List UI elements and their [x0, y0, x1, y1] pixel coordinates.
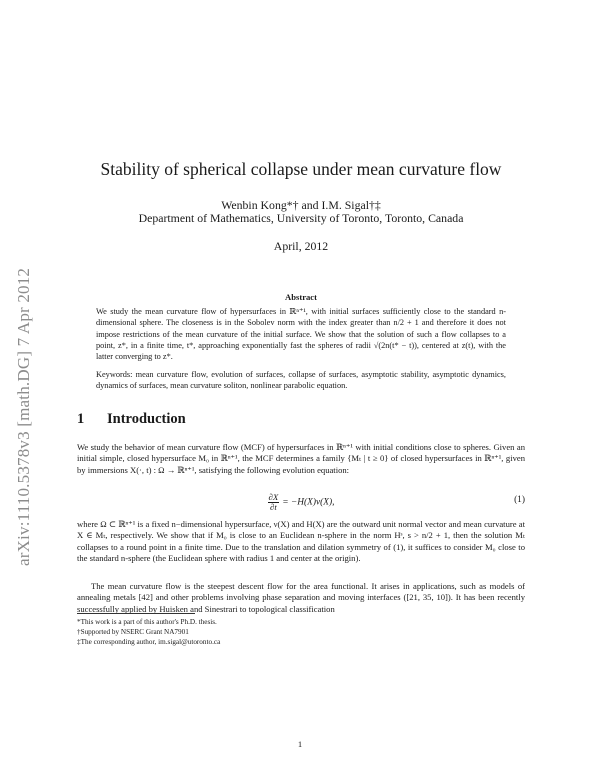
footnote-1: *This work is a part of this author's Ph.D. thesis.: [77, 618, 217, 626]
footnotes: [77, 617, 525, 647]
abstract-heading: Abstract: [285, 292, 317, 302]
equation-rhs: = −H(X)ν(X),: [282, 497, 335, 508]
equation-number: (1): [514, 495, 525, 505]
paper-title: Stability of spherical collapse under mean curvature flow: [100, 159, 502, 179]
intro-paragraph-1: We study the behavior of mean curvature flow (MCF) of hypersurfaces in ℝⁿ⁺¹ with initial conditions close to spheres. Given an initial simple, closed hypersurface M₀ in ℝⁿ⁺¹, the MCF determines a family {Mₜ | t ≥ 0} of closed hypersurfaces in ℝⁿ⁺¹, given by immersions X(·, t) : Ω → ℝⁿ⁺¹, satisfying the following evolution equation:: [77, 442, 525, 475]
section-title: Introduction: [107, 411, 186, 427]
footnote-3: ‡The corresponding author, im.sigal@utoronto.ca: [77, 638, 221, 646]
section-heading: [77, 410, 186, 428]
keywords: Keywords: mean curvature flow, evolution of surfaces, collapse of surfaces, asymptotic stability, asymptotic dynamics, dynamics of surfaces, mean curvature soliton, nonlinear parabolic equation.: [96, 370, 506, 391]
footnote-2: †Supported by NSERC Grant NA7901: [77, 628, 189, 636]
arxiv-identifier: arXiv:1110.5378v3 [math.DG] 7 Apr 2012: [14, 267, 33, 566]
paper-date: April, 2012: [273, 239, 329, 253]
paper-authors: Wenbin Kong*† and I.M. Sigal†‡: [221, 198, 381, 212]
equation-fraction: [268, 493, 280, 512]
footnote-divider: [77, 613, 195, 614]
equation-numerator: ∂X: [268, 492, 279, 502]
equation-1: [77, 490, 525, 512]
intro-paragraph-2: where Ω ⊂ ℝⁿ⁺¹ is a fixed n−dimensional hypersurface, ν(X) and H(X) are the outward unit normal vector and mean curvature at X ∈ Mₜ, respectively. We show that if M₀ is close to an Euclidean n-sphere in the norm Hˢ, s > n/2 + 1, then the solution Mₜ collapses to a round point in a finite time. Due to the translation and dilation symmetry of (1), it suffices to consider M₀ close to the standard n-sphere (the Euclidean sphere with radius 1 and center at the origin).: [77, 519, 525, 563]
intro-paragraph-3: The mean curvature flow is the steepest descent flow for the area functional. It arises in applications, such as models of annealing metals [42] and other problems involving phase separation and moving interfaces ([21, 35, 10]). It has been recently successfully applied by Huisken and Sinestrari to topological classification: [77, 581, 525, 614]
author-affiliation: Department of Mathematics, University of Toronto, Toronto, Canada: [138, 211, 464, 225]
page-number: 1: [297, 739, 303, 749]
section-number: 1: [77, 411, 85, 427]
abstract-text: We study the mean curvature flow of hypersurfaces in ℝⁿ⁺¹, with initial surfaces sufficiently close to the standard n-dimensional sphere. The closeness is in the Sobolev norm with the index greater than n/2 + 1 and therefore it does not impose restrictions of the mean curvature of the initial surface. We show that the solution of such a flow collapses to a point, z*, in a finite time, t*, approaching exponentially fast the spheres of radii √(2n(t* − t)), centered at z(t), with the latter converging to z*.: [96, 307, 506, 362]
equation-denominator: ∂t: [269, 502, 277, 512]
equation-body: [77, 493, 525, 512]
